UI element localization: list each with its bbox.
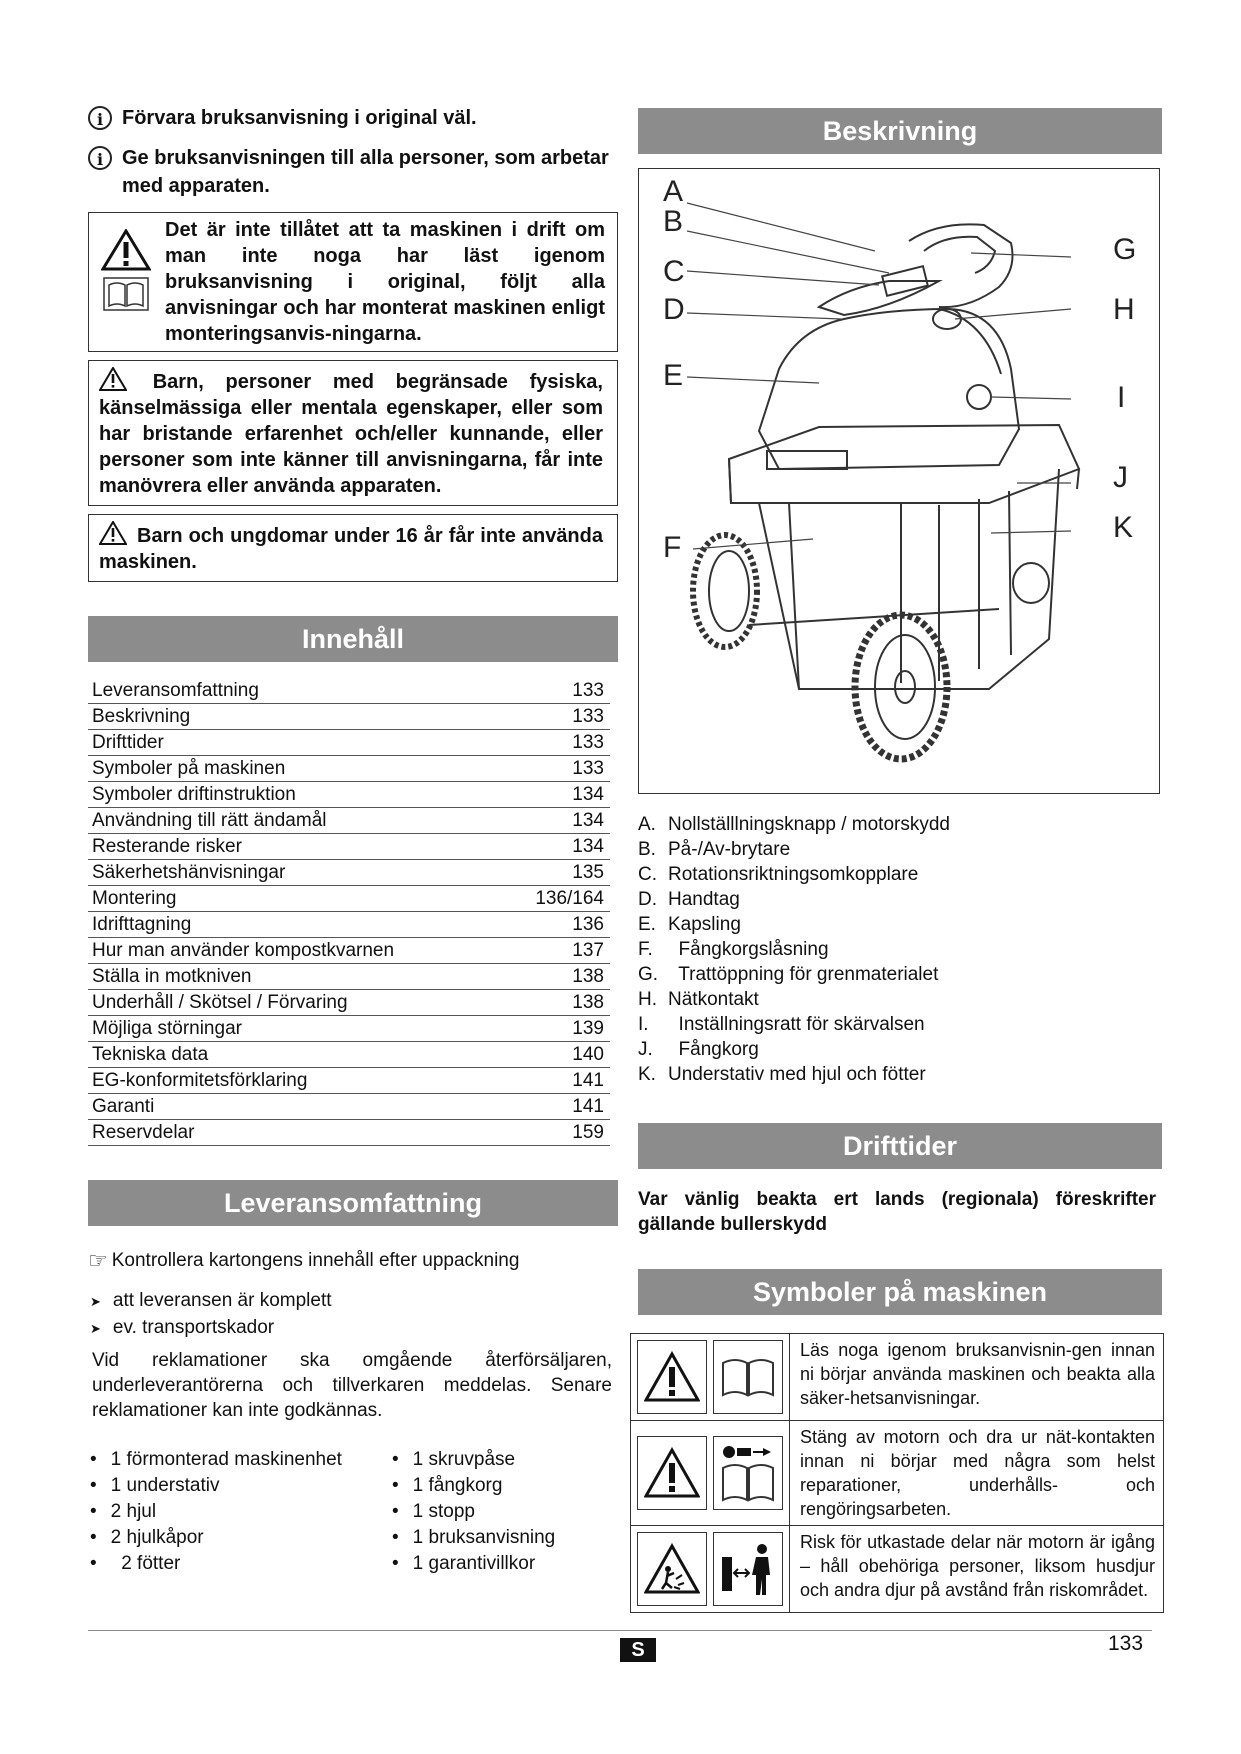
info-icon: i	[88, 146, 112, 170]
toc-label: Beskrivning	[92, 706, 191, 727]
toc-label: Ställa in motkniven	[92, 966, 252, 987]
warning-text: Barn och ungdomar under 16 år får inte använda maskinen.	[99, 525, 603, 573]
list-item: • 1 stopp	[390, 1499, 555, 1525]
list-item: • 1 förmonterad maskinenhet	[88, 1447, 390, 1473]
toc-page: 137	[572, 940, 604, 961]
delivery-items-right	[390, 1447, 555, 1577]
legend-row	[638, 987, 1162, 1012]
legend-key: C.	[638, 864, 657, 885]
symbol-icons	[631, 1334, 790, 1420]
toc-page: 133	[572, 732, 604, 753]
legend-text: Nätkontakt	[668, 989, 759, 1010]
diagram-label-f: F	[663, 531, 682, 564]
diagram-label-k: K	[1113, 511, 1134, 544]
warning-triangle-icon	[99, 521, 127, 545]
section-title-leveransomfattning: Leveransomfattning	[88, 1180, 618, 1226]
toc-page: 139	[572, 1018, 604, 1039]
toc-label: Garanti	[92, 1096, 155, 1117]
toc-label: Drifttider	[92, 732, 164, 753]
legend-row	[638, 937, 1162, 962]
legend-row	[638, 887, 1162, 912]
unplug-before-maintenance-icon	[713, 1436, 783, 1510]
symbol-row	[631, 1334, 1163, 1421]
warning-triangle-icon	[637, 1340, 707, 1414]
legend-text: Handtag	[668, 889, 740, 910]
toc-row[interactable]	[88, 1016, 610, 1042]
legend-key: B.	[638, 839, 656, 860]
toc-row[interactable]	[88, 860, 610, 886]
toc-page: 133	[572, 706, 604, 727]
language-badge: S	[620, 1638, 656, 1662]
machine-symbols-table	[630, 1333, 1164, 1613]
list-item: • 1 garantivillkor	[390, 1551, 555, 1577]
unpack-note-text: Kontrollera kartongens innehåll efter uppackning	[111, 1250, 520, 1271]
toc-label: Hur man använder kompostkvarnen	[92, 940, 395, 961]
list-item: • 2 hjulkåpor	[88, 1525, 390, 1551]
toc-row[interactable]	[88, 1042, 610, 1068]
legend-row	[638, 1062, 1162, 1087]
list-item: ➤ ev. transportskador	[88, 1315, 618, 1342]
pointing-hand-icon: ☞	[88, 1248, 108, 1273]
diagram-label-b: B	[663, 205, 684, 238]
toc-label: Symboler driftinstruktion	[92, 784, 296, 805]
warning-text: Det är inte tillåtet att ta maskinen i drift om man inte noga har läst igenom bruksanvisning i original, följt alla anvisningar och har monterat maskinen enligt monteringsanvis-ningarna.	[165, 219, 605, 345]
list-item: • 2 hjul	[88, 1499, 390, 1525]
diagram-legend	[638, 812, 1162, 1087]
toc-page: 141	[572, 1070, 604, 1091]
page-number: 133	[1108, 1632, 1144, 1655]
list-item: • 1 understativ	[88, 1473, 390, 1499]
delivery-items-left	[88, 1447, 390, 1577]
toc-page: 141	[572, 1096, 604, 1117]
toc-page: 134	[572, 836, 604, 857]
diagram-label-h: H	[1113, 293, 1135, 326]
note-text: Förvara bruksanvisning i original väl.	[122, 107, 477, 129]
warning-triangle-icon	[637, 1436, 707, 1510]
toc-page: 140	[572, 1044, 604, 1065]
warning-age-limit	[88, 514, 618, 582]
legend-key: G.	[638, 964, 659, 985]
toc-label: Tekniska data	[92, 1044, 209, 1065]
toc-label: Säkerhetshänvisningar	[92, 862, 286, 883]
toc-row[interactable]	[88, 730, 610, 756]
section-title-drifttider: Drifttider	[638, 1123, 1162, 1169]
flying-debris-warning-icon	[637, 1532, 707, 1606]
diagram-label-d: D	[663, 293, 685, 326]
toc-label: Idrifttagning	[92, 914, 192, 935]
symbol-text: Stäng av motorn och dra ur nät-kontakten innan ni börjar med några som helst reparationer, underhålls- och rengöringsarbeten.	[800, 1427, 1155, 1519]
section-title-innehall: Innehåll	[88, 616, 618, 662]
note-give-manual	[88, 144, 618, 200]
delivery-items	[88, 1447, 618, 1577]
legend-key: A.	[638, 814, 656, 835]
read-manual-book-icon	[713, 1340, 783, 1414]
table-of-contents	[88, 678, 610, 1146]
note-text: Ge bruksanvisningen till alla personer, som arbetar med apparaten.	[122, 147, 609, 197]
legend-key: E.	[638, 914, 656, 935]
drifttider-text: Var vänlig beakta ert lands (regionala) föreskrifter gällande bullerskydd	[638, 1189, 1156, 1235]
legend-row	[638, 812, 1162, 837]
symbol-icons	[631, 1526, 790, 1612]
symbol-row	[631, 1526, 1163, 1612]
legend-key: J.	[638, 1039, 653, 1060]
toc-row[interactable]	[88, 886, 610, 912]
legend-text: Nollställlningsknapp / motorskydd	[668, 814, 950, 835]
list-item: ➤ att leveransen är komplett	[88, 1288, 618, 1315]
warning-read-manual	[88, 212, 618, 352]
toc-row[interactable]	[88, 834, 610, 860]
left-column	[88, 104, 618, 1577]
legend-key: K.	[638, 1064, 656, 1085]
legend-text: På-/Av-brytare	[668, 839, 791, 860]
toc-label: Leveransomfattning	[92, 680, 259, 701]
legend-key: D.	[638, 889, 657, 910]
check-list	[88, 1288, 618, 1342]
toc-row[interactable]	[88, 704, 610, 730]
toc-page: 138	[572, 966, 604, 987]
list-item: • 2 fötter	[88, 1551, 390, 1577]
complaints-paragraph: Vid reklamationer ska omgående återförsäljaren, underleverantörerna och tillverkaren meddelas. Senare reklamationer kan inte godkännas.	[92, 1350, 612, 1421]
legend-text: Fångkorg	[668, 1039, 759, 1060]
toc-page: 133	[572, 758, 604, 779]
toc-page: 135	[572, 862, 604, 883]
symbol-text: Risk för utkastade delar när motorn är igång – håll obehöriga personer, liksom husdjur och andra djur på avstånd från riskområdet.	[800, 1532, 1155, 1600]
toc-label: EG-konformitetsförklaring	[92, 1070, 308, 1091]
warning-triangle-icon	[99, 367, 127, 391]
toc-page: 136/164	[535, 888, 604, 909]
shredder-illustration	[639, 169, 1159, 793]
toc-row[interactable]	[88, 678, 610, 704]
symbol-row	[631, 1421, 1163, 1526]
legend-text: Inställningsratt för skärvalsen	[668, 1014, 925, 1035]
toc-row[interactable]	[88, 990, 610, 1016]
list-item: • 1 fångkorg	[390, 1473, 555, 1499]
toc-row[interactable]	[88, 782, 610, 808]
diagram-label-g: G	[1113, 233, 1137, 266]
legend-text: Trattöppning för grenmaterialet	[668, 964, 939, 985]
legend-text: Fångkorgslåsning	[668, 939, 829, 960]
footer-rule	[88, 1630, 1152, 1631]
legend-text: Understativ med hjul och fötter	[668, 1064, 926, 1085]
legend-row	[638, 912, 1162, 937]
toc-row[interactable]	[88, 756, 610, 782]
list-item: • 1 bruksanvisning	[390, 1525, 555, 1551]
right-column	[638, 108, 1162, 1613]
toc-page: 159	[572, 1122, 604, 1143]
toc-label: Reservdelar	[92, 1122, 195, 1143]
warning-children-disabled	[88, 360, 618, 506]
diagram-label-j: J	[1113, 461, 1128, 494]
warning-text: Barn, personer med begränsade fysiska, känselmässiga eller mentala egenskaper, eller som har bristande erfarenhet och/eller kunnande, eller personer som inte känner till anvisningarna, får inte manövrera eller använda apparaten.	[99, 371, 603, 497]
toc-page: 136	[572, 914, 604, 935]
diagram-label-a: A	[663, 175, 684, 208]
toc-row[interactable]	[88, 938, 610, 964]
unpack-note	[88, 1248, 618, 1274]
toc-page: 138	[572, 992, 604, 1013]
legend-key: F.	[638, 939, 653, 960]
toc-label: Möjliga störningar	[92, 1018, 242, 1039]
toc-label: Användning till rätt ändamål	[92, 810, 327, 831]
symbol-text: Läs noga igenom bruksanvisnin-gen innan ni börjar använda maskinen och beakta alla säker-hetsanvisningar.	[800, 1340, 1155, 1408]
toc-row[interactable]	[88, 808, 610, 834]
toc-row[interactable]	[88, 1120, 610, 1146]
toc-page: 134	[572, 784, 604, 805]
legend-row	[638, 1037, 1162, 1062]
legend-row	[638, 862, 1162, 887]
toc-row[interactable]	[88, 912, 610, 938]
list-item: • 1 skruvpåse	[390, 1447, 555, 1473]
keep-distance-icon	[713, 1532, 783, 1606]
diagram-label-c: C	[663, 255, 685, 288]
legend-key: H.	[638, 989, 657, 1010]
legend-row	[638, 962, 1162, 987]
legend-row	[638, 837, 1162, 862]
warning-triangle-icon	[101, 229, 151, 271]
section-title-beskrivning: Beskrivning	[638, 108, 1162, 154]
shredder-diagram	[638, 168, 1160, 794]
diagram-label-i: I	[1117, 381, 1126, 414]
toc-row[interactable]	[88, 964, 610, 990]
toc-row[interactable]	[88, 1068, 610, 1094]
toc-label: Symboler på maskinen	[92, 758, 286, 779]
legend-key: I.	[638, 1014, 649, 1035]
symbol-icons	[631, 1421, 790, 1525]
read-manual-book-icon	[103, 277, 149, 311]
note-keep-manual	[88, 104, 618, 132]
toc-page: 134	[572, 810, 604, 831]
legend-text: Kapsling	[668, 914, 741, 935]
legend-row	[638, 1012, 1162, 1037]
diagram-label-e: E	[663, 359, 684, 392]
toc-row[interactable]	[88, 1094, 610, 1120]
toc-label: Underhåll / Skötsel / Förvaring	[92, 992, 348, 1013]
toc-label: Montering	[92, 888, 177, 909]
toc-page: 133	[572, 680, 604, 701]
legend-text: Rotationsriktningsomkopplare	[668, 864, 919, 885]
info-icon: i	[88, 106, 112, 130]
section-title-symboler: Symboler på maskinen	[638, 1269, 1162, 1315]
toc-label: Resterande risker	[92, 836, 242, 857]
